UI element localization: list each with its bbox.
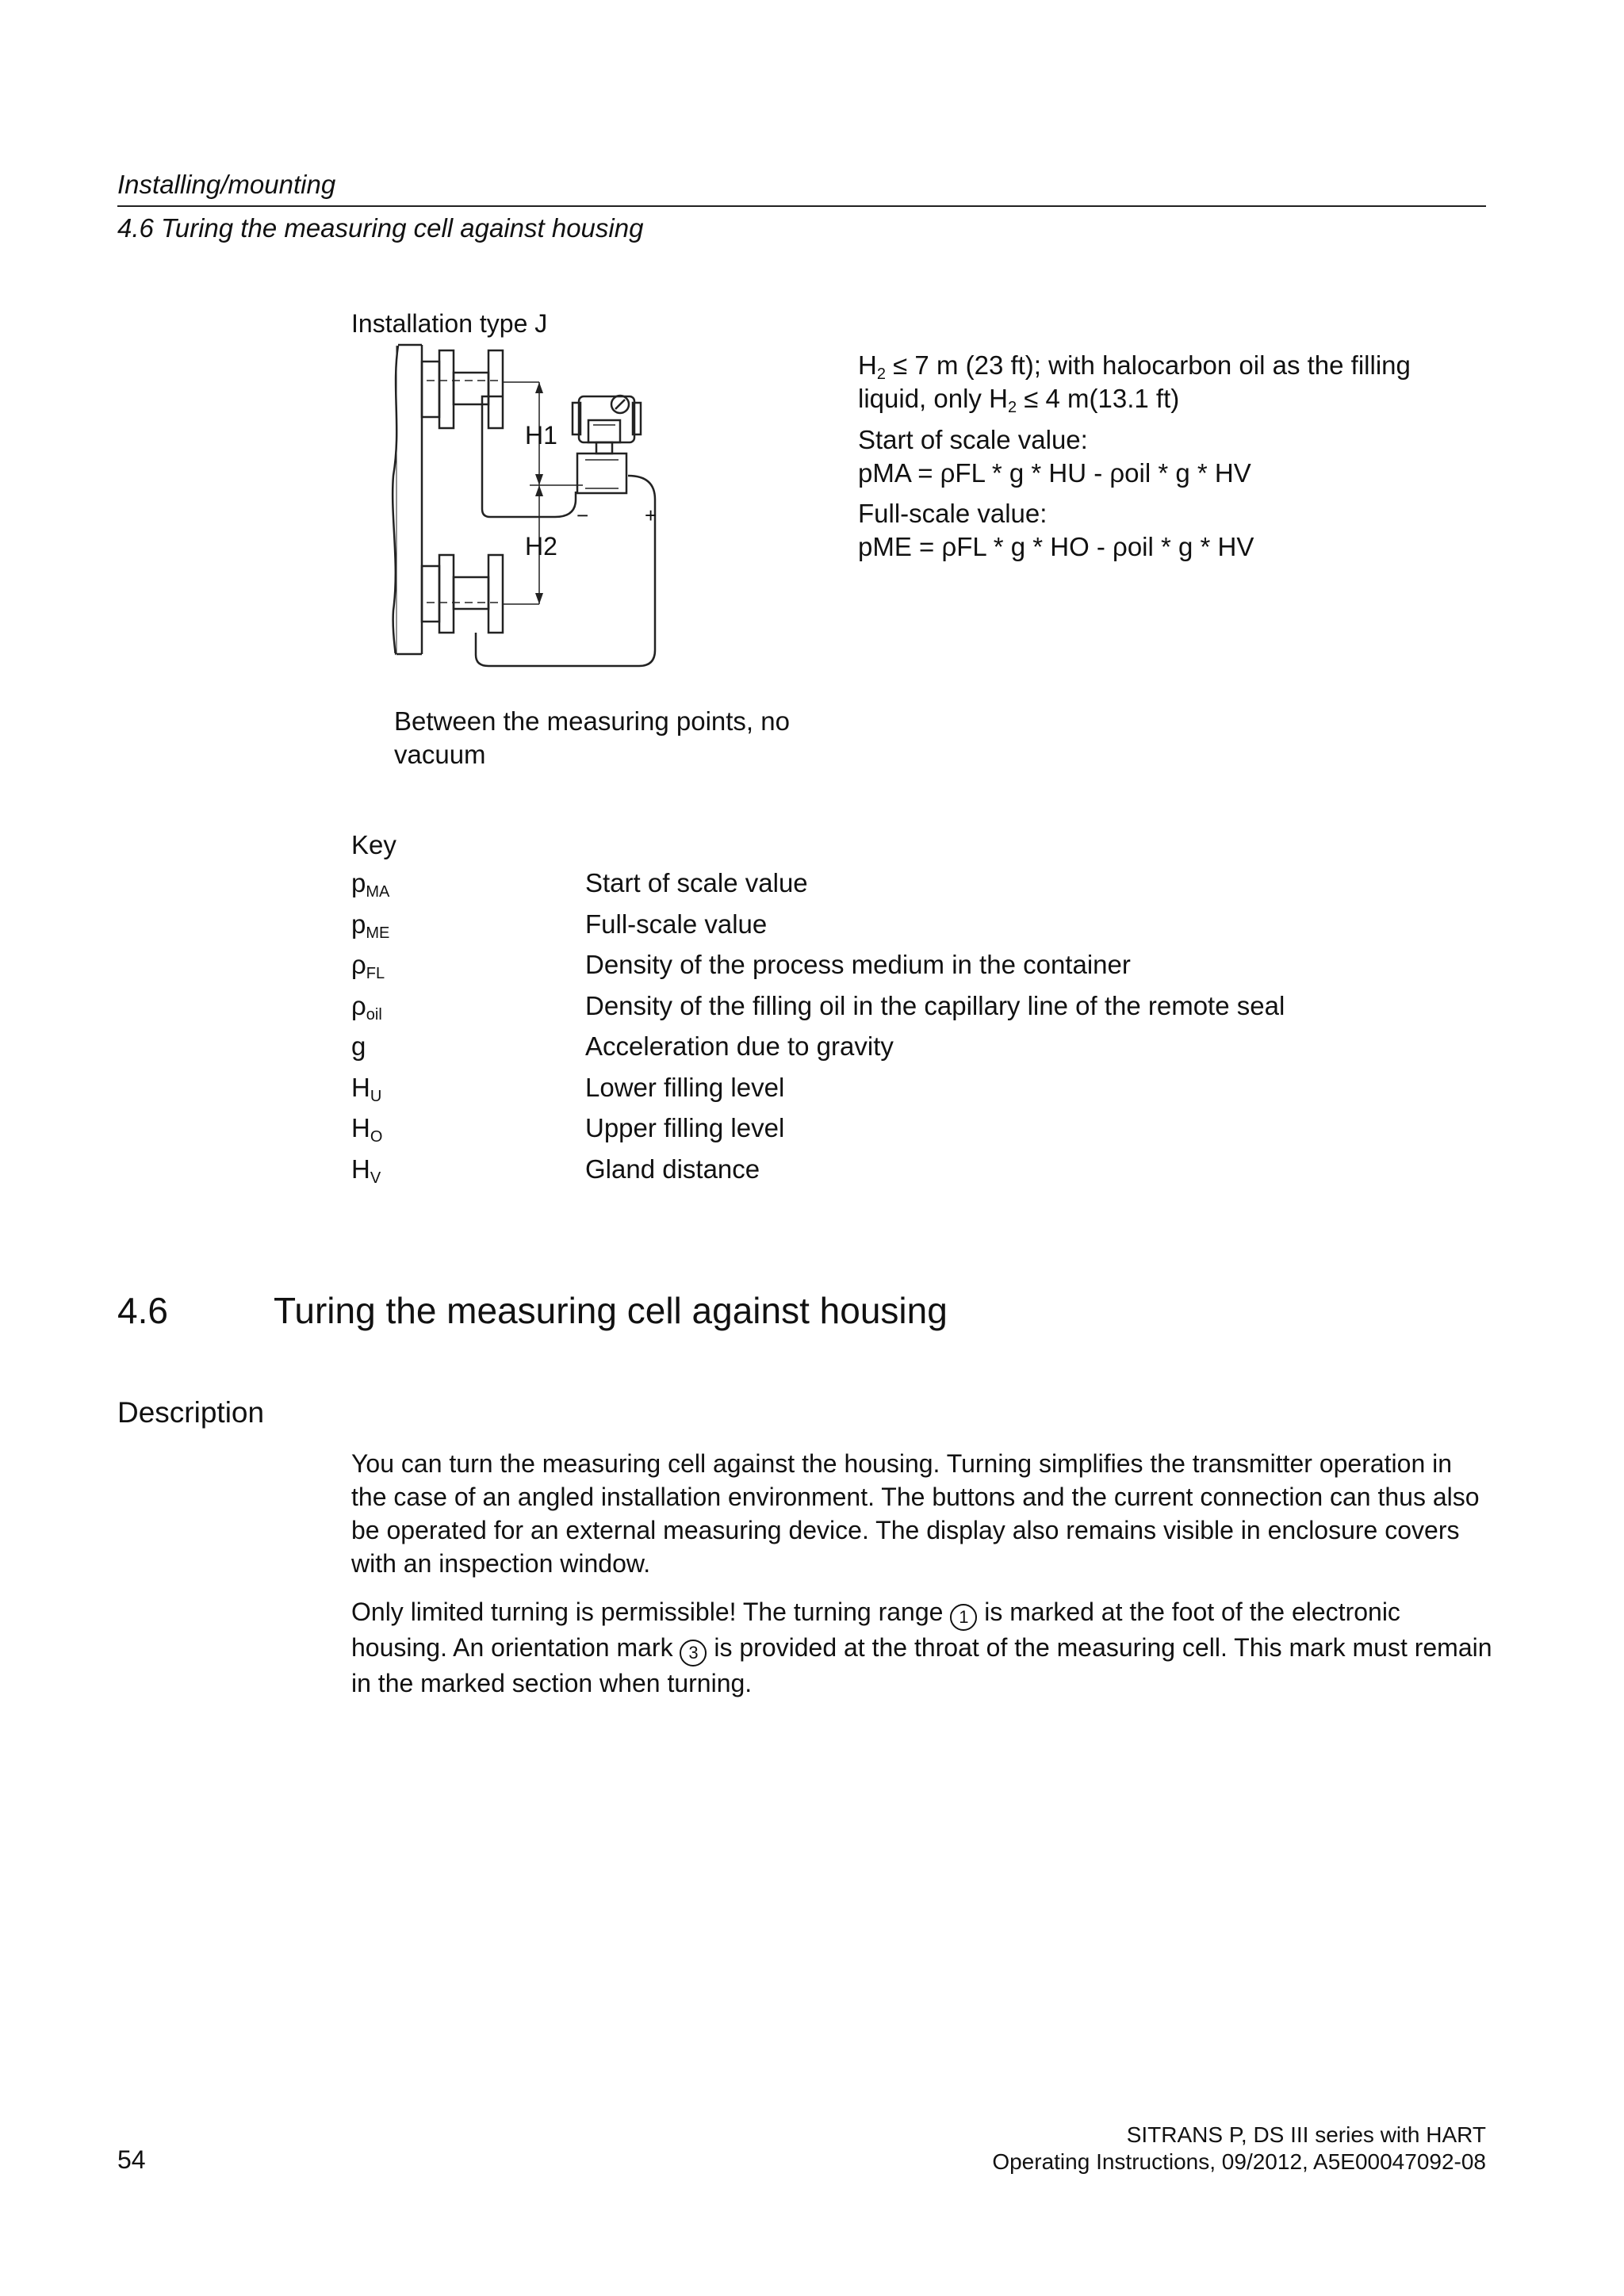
full-scale-formula: pME = ρFL * g * HO - ρoil * g * HV: [858, 532, 1254, 561]
marker-1-icon: 1: [950, 1604, 977, 1631]
key-symbol-sub: ME: [366, 924, 390, 942]
description-paragraph-1-text: You can turn the measuring cell against the housing. Turning simplifies the transmitter operation in the case of an angled installation environment. The buttons and the current connection can thus also be operated for an external measuring device. The display also remains visible in enclosure covers with an inspection window.: [351, 1449, 1480, 1578]
limit-line2-sub: 2: [1007, 399, 1017, 416]
key-row: [351, 948, 1461, 989]
description-paragraph-1: [351, 1447, 1493, 1580]
limit-line1-pre: H: [858, 350, 877, 380]
footer-doc-info: Operating Instructions, 09/2012, A5E00047092-08: [992, 2149, 1486, 2174]
diagram-caption-line2: vacuum: [394, 740, 486, 769]
key-symbol-sub: V: [370, 1169, 381, 1187]
key-description: Lower filling level: [585, 1072, 785, 1102]
key-symbol-base: ρ: [351, 950, 366, 979]
key-symbol-base: H: [351, 1154, 370, 1184]
key-row: [351, 908, 1461, 948]
key-symbol: [351, 867, 389, 900]
key-symbol-base: p: [351, 868, 366, 897]
key-description: Density of the process medium in the container: [585, 950, 1131, 979]
plus-label: +: [645, 503, 657, 527]
key-row: [351, 989, 1461, 1030]
key-symbol: [351, 1112, 382, 1145]
limit-line2-pre: liquid, only H: [858, 384, 1008, 413]
key-symbol-base: H: [351, 1113, 370, 1142]
key-symbol: [351, 989, 382, 1023]
installation-type-title: Installation type J: [351, 309, 548, 338]
key-symbol: [351, 1071, 381, 1104]
key-description: Upper filling level: [585, 1113, 785, 1142]
key-description: Acceleration due to gravity: [585, 1031, 894, 1061]
h2-label: [525, 530, 557, 563]
key-symbol-base: ρ: [351, 990, 366, 1020]
h2-label-text: H2: [525, 532, 557, 561]
description-paragraph-2: [351, 1595, 1493, 1700]
key-description: Full-scale value: [585, 909, 768, 939]
key-description: Start of scale value: [585, 868, 808, 897]
installation-diagram: [389, 341, 682, 682]
key-title: Key: [351, 830, 396, 859]
h1-label-text: H1: [525, 421, 557, 450]
key-symbol: [351, 948, 385, 982]
key-symbol-sub: oil: [366, 1005, 382, 1024]
start-scale-label: Start of scale value:: [858, 425, 1088, 454]
key-symbol-sub: U: [370, 1087, 382, 1105]
key-symbol-sub: O: [370, 1128, 383, 1146]
key-symbol: [351, 1153, 381, 1186]
key-row: [351, 1071, 1461, 1112]
diagram-caption-line1: Between the measuring points, no: [394, 706, 790, 736]
marker-3-icon: 3: [680, 1640, 707, 1667]
key-symbol-base: H: [351, 1072, 370, 1102]
limit-line1-post: ≤ 7 m (23 ft); with halocarbon oil as the filling: [885, 350, 1411, 380]
full-scale-label: Full-scale value:: [858, 499, 1048, 528]
running-header-section: 4.6 Turing the measuring cell against housing: [117, 213, 644, 243]
section-title: Turing the measuring cell against housing: [274, 1290, 948, 1331]
key-symbol: [351, 1030, 366, 1063]
key-description: Gland distance: [585, 1154, 760, 1184]
para2-part-a: Only limited turning is permissible! The turning range: [351, 1598, 951, 1626]
limit-line2-post: ≤ 4 m(13.1 ft): [1017, 384, 1180, 413]
key-description: Density of the filling oil in the capillary line of the remote seal: [585, 990, 1285, 1020]
h1-label: [525, 419, 557, 452]
para2-part-c: is provided at the throat of the measuring cell. This mark must remain in the marked section when turning.: [351, 1633, 1492, 1697]
key-symbol: [351, 908, 389, 941]
footer-product: SITRANS P, DS III series with HART: [1126, 2122, 1486, 2147]
key-symbol-sub: FL: [366, 965, 385, 982]
header-rule: [117, 205, 1486, 207]
section-number: 4.6: [117, 1290, 168, 1331]
key-row: [351, 867, 1461, 907]
limit-line1: [858, 349, 1411, 382]
page-number: 54: [117, 2145, 146, 2174]
key-row: [351, 1112, 1461, 1152]
start-scale-formula: pMA = ρFL * g * HU - ρoil * g * HV: [858, 458, 1251, 488]
running-header-chapter: Installing/mounting: [117, 170, 336, 199]
key-symbol-base: g: [351, 1031, 366, 1061]
limit-line1-sub: 2: [876, 365, 886, 383]
minus-label: −: [576, 503, 589, 527]
description-heading: Description: [117, 1396, 265, 1429]
key-row: [351, 1153, 1461, 1193]
para2-part-b: is marked at the foot of the electronic housing. An orientation mark: [351, 1598, 1400, 1662]
limit-line2: [858, 382, 1179, 415]
key-symbol-base: p: [351, 909, 366, 939]
key-symbol-sub: MA: [366, 883, 390, 901]
key-row: [351, 1030, 1461, 1070]
